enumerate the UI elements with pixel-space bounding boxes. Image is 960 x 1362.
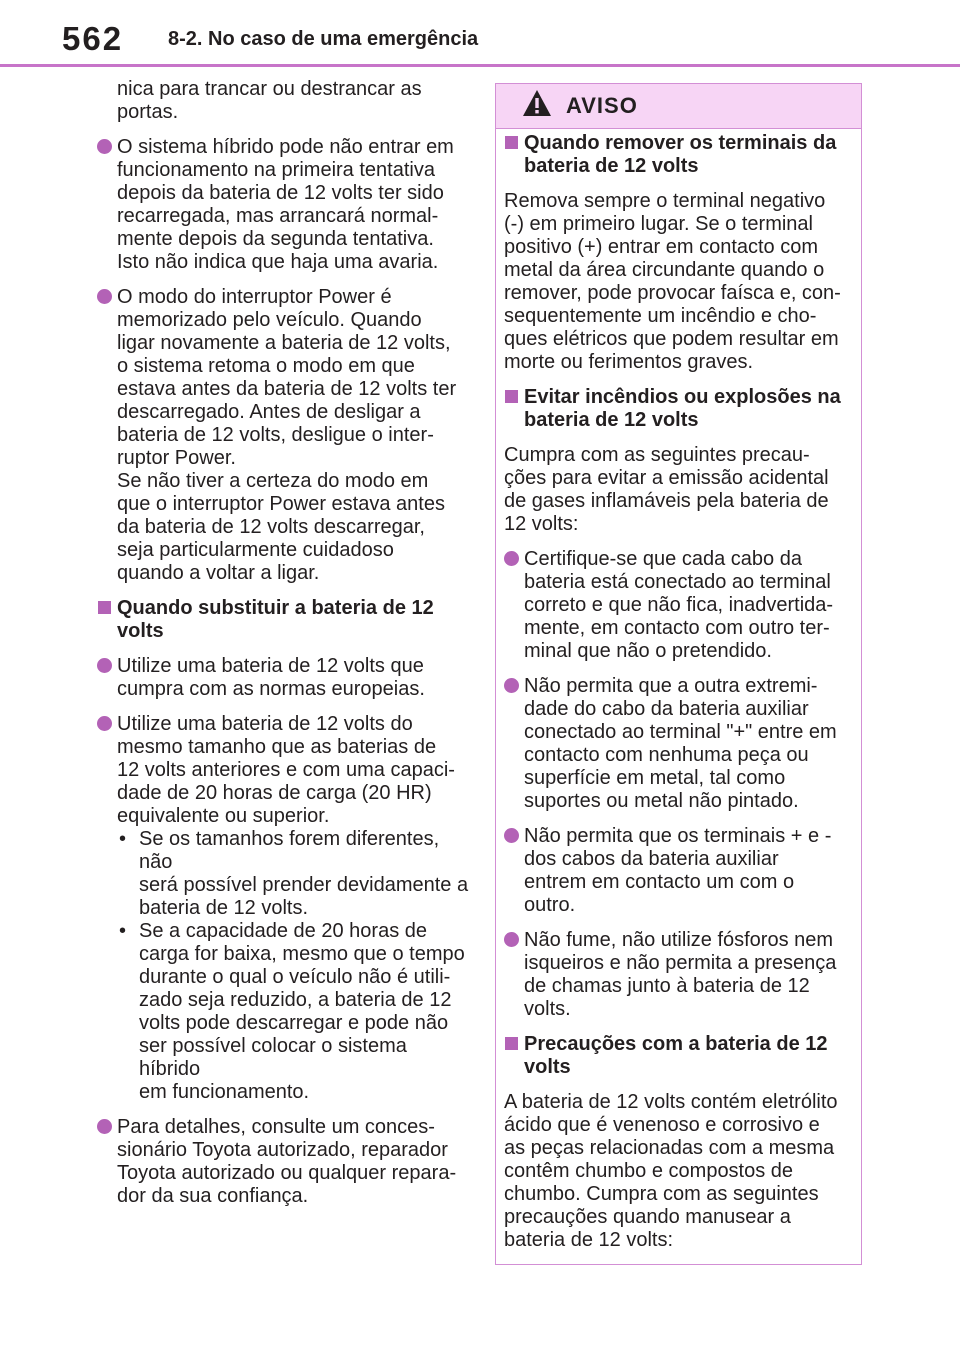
text-line: precauções quando manusear a [504, 1206, 791, 1228]
bullet-text [524, 929, 849, 1021]
text-line: Não permita que a outra extremi- [524, 675, 818, 697]
text-line: Utilize uma bateria de 12 volts que [117, 655, 424, 677]
text-line: superfície em metal, tal como [524, 767, 786, 789]
text-line: Toyota autorizado ou qualquer repara- [117, 1162, 457, 1184]
text-line: contêm chumbo e compostos de [504, 1160, 794, 1182]
bullet-dot-icon [504, 828, 519, 843]
text-line: Evitar incêndios ou explosões na [524, 386, 841, 408]
warning-paragraph [504, 1091, 849, 1252]
dash-text [139, 828, 469, 920]
text-line: Utilize uma bateria de 12 volts do [117, 713, 413, 735]
text-line: portas. [117, 101, 179, 123]
text-line: Quando substituir a bateria de 12 [117, 597, 434, 619]
text-line: 12 volts anteriores e com uma capaci- [117, 759, 455, 781]
text-line: Precauções com a bateria de 12 [524, 1033, 828, 1055]
bullet-text [524, 548, 849, 663]
bullet-text [117, 713, 469, 828]
text-line: minal que não o pretendido. [524, 640, 772, 662]
section-title: 8-2. No caso de uma emergência [168, 28, 479, 50]
text-line: Cumpra com as seguintes precau- [504, 444, 810, 466]
text-line: bateria de 12 volts: [504, 1229, 673, 1251]
text-line: sequentemente um incêndio e cho- [504, 305, 817, 327]
bullet-item [97, 655, 469, 701]
text-line: volts pode descarregar e pode não [139, 1012, 449, 1034]
text-line: zado seja reduzido, a bateria de 12 [139, 989, 452, 1011]
text-line: mente, em contacto com outro ter- [524, 617, 830, 639]
text-line: seja particularmente cuidadoso [117, 539, 394, 561]
text-line: dos cabos da bateria auxiliar [524, 848, 779, 870]
text-line: descarregado. Antes de desligar a [117, 401, 421, 423]
warning-body [504, 132, 849, 1264]
text-line: o sistema retoma o modo em que [117, 355, 415, 377]
bullet-text [524, 675, 849, 813]
bullet-item [504, 548, 849, 663]
text-line: durante o qual o veículo não é utili- [139, 966, 451, 988]
text-line: ruptor Power. [117, 447, 236, 469]
text-line: Se a capacidade de 20 horas de [139, 920, 427, 942]
bullet-item [504, 929, 849, 1021]
bullet-item [504, 675, 849, 813]
square-bullet-icon [505, 136, 518, 149]
warning-heading [504, 1033, 849, 1079]
text-line: em funcionamento. [139, 1081, 310, 1103]
text-line: quando a voltar a ligar. [117, 562, 320, 584]
left-column [97, 78, 469, 1220]
bullet-item [97, 286, 469, 585]
text-line: funcionamento na primeira tentativa [117, 159, 435, 181]
text-line: ques elétricos que podem resultar em [504, 328, 839, 350]
warning-paragraph [504, 190, 849, 374]
text-line: bateria de 12 volts [524, 409, 699, 431]
text-line: de chamas junto à bateria de 12 [524, 975, 810, 997]
text-line: isqueiros e não permita a presença [524, 952, 837, 974]
text-line: Se não tiver a certeza do modo em [117, 470, 429, 492]
text-line: bateria de 12 volts [524, 155, 699, 177]
bullet-dot-icon [97, 716, 112, 731]
text-line: mesmo tamanho que as baterias de [117, 736, 437, 758]
warning-heading [504, 132, 849, 178]
text-line: depois da bateria de 12 volts ter sido [117, 182, 444, 204]
bullet-item [97, 713, 469, 828]
bullet-dot-icon [504, 678, 519, 693]
text-line: dade de 20 horas de carga (20 HR) [117, 782, 432, 804]
text-line: volts [117, 620, 164, 642]
text-line: ligar novamente a bateria de 12 volts, [117, 332, 451, 354]
text-line: O sistema híbrido pode não entrar em [117, 136, 454, 158]
text-line: carga for baixa, mesmo que o tempo [139, 943, 465, 965]
section-heading [97, 597, 469, 643]
bullet-dot-icon [97, 658, 112, 673]
text-line: recarregada, mas arrancará normal- [117, 205, 439, 227]
text-line: ser possível colocar o sistema híbrido [139, 1035, 407, 1080]
warning-title: AVISO [566, 93, 638, 118]
bullet-dot-icon [97, 1119, 112, 1134]
dash-item [97, 828, 469, 920]
bullet-item [97, 136, 469, 274]
warning-paragraph [504, 444, 849, 536]
bullet-group [97, 713, 469, 1104]
text-line: memorizado pelo veículo. Quando [117, 309, 422, 331]
bullet-text [117, 136, 469, 274]
heading-text [524, 1033, 849, 1079]
text-line: dor da sua confiança. [117, 1185, 309, 1207]
text-line: sionário Toyota autorizado, reparador [117, 1139, 448, 1161]
dash-bullet-icon: • [119, 920, 127, 942]
text-line: (-) em primeiro lugar. Se o terminal [504, 213, 813, 235]
warning-triangle-icon [522, 89, 552, 117]
dash-text [139, 920, 469, 1104]
text-line: estava antes da bateria de 12 volts ter [117, 378, 457, 400]
text-line: ácido que é venenoso e corrosivo e [504, 1114, 820, 1136]
text-line: ções para evitar a emissão acidental [504, 467, 829, 489]
heading-text [524, 386, 849, 432]
square-bullet-icon [98, 601, 111, 614]
text-line: da bateria de 12 volts descarregar, [117, 516, 425, 538]
dash-bullet-icon: • [119, 828, 127, 850]
page-header [0, 0, 960, 68]
text-line: contacto com nenhuma peça ou [524, 744, 809, 766]
text-line: Não fume, não utilize fósforos nem [524, 929, 834, 951]
text-line: dade do cabo da bateria auxiliar [524, 698, 809, 720]
text-line: entrem em contacto um com o [524, 871, 795, 893]
square-bullet-icon [505, 1037, 518, 1050]
heading-text [117, 597, 469, 643]
text-line: Isto não indica que haja uma avaria. [117, 251, 439, 273]
text-line: nica para trancar ou destrancar as [117, 78, 422, 100]
warning-heading [504, 386, 849, 432]
text-line: metal da área circundante quando o [504, 259, 825, 281]
bullet-text [117, 655, 469, 701]
bullet-text [524, 825, 849, 917]
bullet-item [504, 825, 849, 917]
bullet-dot-icon [504, 932, 519, 947]
text-line: Não permita que os terminais + e - [524, 825, 832, 847]
bullet-item [97, 1116, 469, 1208]
text-line: O modo do interruptor Power é [117, 286, 392, 308]
text-line: Se os tamanhos forem diferentes, não [139, 828, 440, 873]
heading-text [524, 132, 849, 178]
square-bullet-icon [505, 390, 518, 403]
text-line: chumbo. Cumpra com as seguintes [504, 1183, 819, 1205]
text-line: correto e que não fica, inadvertida- [524, 594, 834, 616]
bullet-dot-icon [97, 139, 112, 154]
text-line: suportes ou metal não pintado. [524, 790, 799, 812]
text-line: as peças relacionadas com a mesma [504, 1137, 835, 1159]
bullet-text [117, 1116, 469, 1208]
text-line: equivalente ou superior. [117, 805, 330, 827]
dash-item [97, 920, 469, 1104]
text-line: volts. [524, 998, 571, 1020]
intro-text [97, 78, 469, 124]
bullet-dot-icon [97, 289, 112, 304]
text-line: positivo (+) entrar em contacto com [504, 236, 819, 258]
text-line: outro. [524, 894, 576, 916]
text-line: remover, pode provocar faísca e, con- [504, 282, 841, 304]
text-line: bateria de 12 volts. [139, 897, 308, 919]
warning-header [496, 84, 861, 129]
text-line: morte ou ferimentos graves. [504, 351, 753, 373]
warning-box [495, 83, 862, 1265]
bullet-text [117, 286, 469, 585]
page-number: 562 [62, 20, 124, 57]
text-line: Certifique-se que cada cabo da [524, 548, 802, 570]
text-line: será possível prender devidamente a [139, 874, 469, 896]
text-line: cumpra com as normas europeias. [117, 678, 425, 700]
bullet-dot-icon [504, 551, 519, 566]
text-line: bateria de 12 volts, desligue o inter- [117, 424, 434, 446]
text-line: conectado ao terminal "+" entre em [524, 721, 837, 743]
header-rule [0, 64, 960, 67]
text-line: de gases inflamáveis pela bateria de [504, 490, 829, 512]
text-line: bateria está conectado ao terminal [524, 571, 831, 593]
text-line: Remova sempre o terminal negativo [504, 190, 826, 212]
text-line: Para detalhes, consulte um conces- [117, 1116, 435, 1138]
text-line: que o interruptor Power estava antes [117, 493, 445, 515]
text-line: Quando remover os terminais da [524, 132, 837, 154]
text-line: 12 volts: [504, 513, 579, 535]
text-line: mente depois da segunda tentativa. [117, 228, 434, 250]
text-line: A bateria de 12 volts contém eletrólito [504, 1091, 838, 1113]
text-line: volts [524, 1056, 571, 1078]
